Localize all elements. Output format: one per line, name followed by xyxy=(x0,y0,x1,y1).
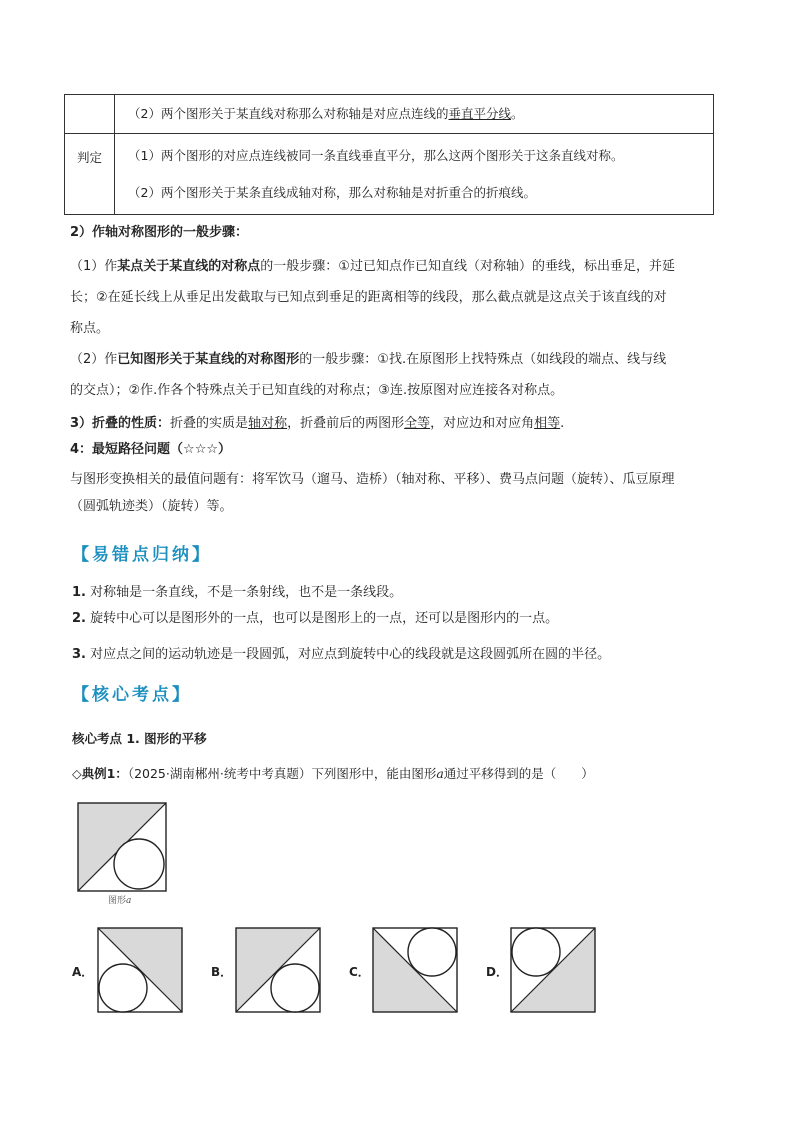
option-c-circle xyxy=(408,928,456,976)
table-divider-horizontal xyxy=(65,133,713,134)
option-c-label[interactable]: C． xyxy=(349,965,370,979)
option-d-circle xyxy=(512,928,560,976)
option-d-label[interactable]: D． xyxy=(486,965,508,979)
section2-p1-line2: 长；②在延长线上从垂足出发截取与已知点到垂足的距离相等的线段，那么截点就是这点关于该直线的对 xyxy=(70,290,667,305)
table-row2-line2: （2）两个图形关于某条直线成轴对称，那么对称轴是对折重合的折痕线。 xyxy=(128,185,536,200)
option-b-circle xyxy=(271,964,319,1012)
option-d-figure[interactable] xyxy=(511,928,595,1012)
option-a-label[interactable]: A． xyxy=(72,965,94,979)
figure-a xyxy=(78,803,166,891)
option-b-label[interactable]: B． xyxy=(211,965,233,979)
section4-title: 4：最短路径问题（☆☆☆） xyxy=(70,442,232,457)
error-item: 2. 旋转中心可以是图形外的一点，也可以是图形上的一点，还可以是图形内的一点。 xyxy=(72,611,559,626)
table-divider-vertical xyxy=(114,95,115,214)
error-item: 3. 对应点之间的运动轨迹是一段圆弧，对应点到旋转中心的线段就是这段圆弧所在圆的半径。 xyxy=(72,647,611,662)
section4-line1: 与图形变换相关的最值问题有：将军饮马（遛马、造桥）（轴对称、平移）、费马点问题（旋转）、瓜豆原理 xyxy=(70,472,675,487)
section3-folding: 3）折叠的性质：折叠的实质是轴对称，折叠前后的两图形全等，对应边和对应角相等. xyxy=(70,416,565,431)
figure-a-circle xyxy=(114,839,164,889)
section4-line2: （圆弧轨迹类）（旋转）等。 xyxy=(70,499,233,514)
figure-a-caption: 图形a xyxy=(108,896,132,906)
option-b-figure[interactable] xyxy=(236,928,320,1012)
errors-heading: 【易错点归纳】 xyxy=(72,545,212,565)
option-a-circle xyxy=(99,964,147,1012)
table-row2-label: 判定 xyxy=(77,150,103,165)
section2-p1-line3: 称点。 xyxy=(70,321,110,336)
error-item: 1. 对称轴是一条直线，不是一条射线，也不是一条线段。 xyxy=(72,585,403,600)
table-row1-text: （2）两个图形关于某直线对称那么对称轴是对应点连线的垂直平分线。 xyxy=(128,106,524,121)
example1-question: ◇典例1：（2025·湖南郴州·统考中考真题）下列图形中，能由图形a通过平移得到的是（ ） xyxy=(72,766,594,781)
properties-table xyxy=(64,94,714,215)
option-a-figure[interactable] xyxy=(98,928,182,1012)
option-c-figure[interactable] xyxy=(373,928,457,1012)
table-row2-line1: （1）两个图形的对应点连线被同一条直线垂直平分，那么这两个图形关于这条直线对称。 xyxy=(128,148,624,163)
section2-title: 2）作轴对称图形的一般步骤： xyxy=(70,225,249,240)
core-heading: 【核心考点】 xyxy=(72,685,192,705)
core1-title: 核心考点 1. 图形的平移 xyxy=(72,731,207,746)
section2-p2-line2: 的交点）；②作.作各个特殊点关于已知直线的对称点；③连.按原图对应连接各对称点。 xyxy=(70,383,564,398)
section2-p2-line1: （2）作已知图形关于某直线的对称图形的一般步骤：①找.在原图形上找特殊点（如线段的端点、线与线 xyxy=(70,352,667,367)
section2-p1-line1: （1）作某点关于某直线的对称点的一般步骤：①过已知点作已知直线（对称轴）的垂线，标出垂足，并延 xyxy=(70,259,675,274)
